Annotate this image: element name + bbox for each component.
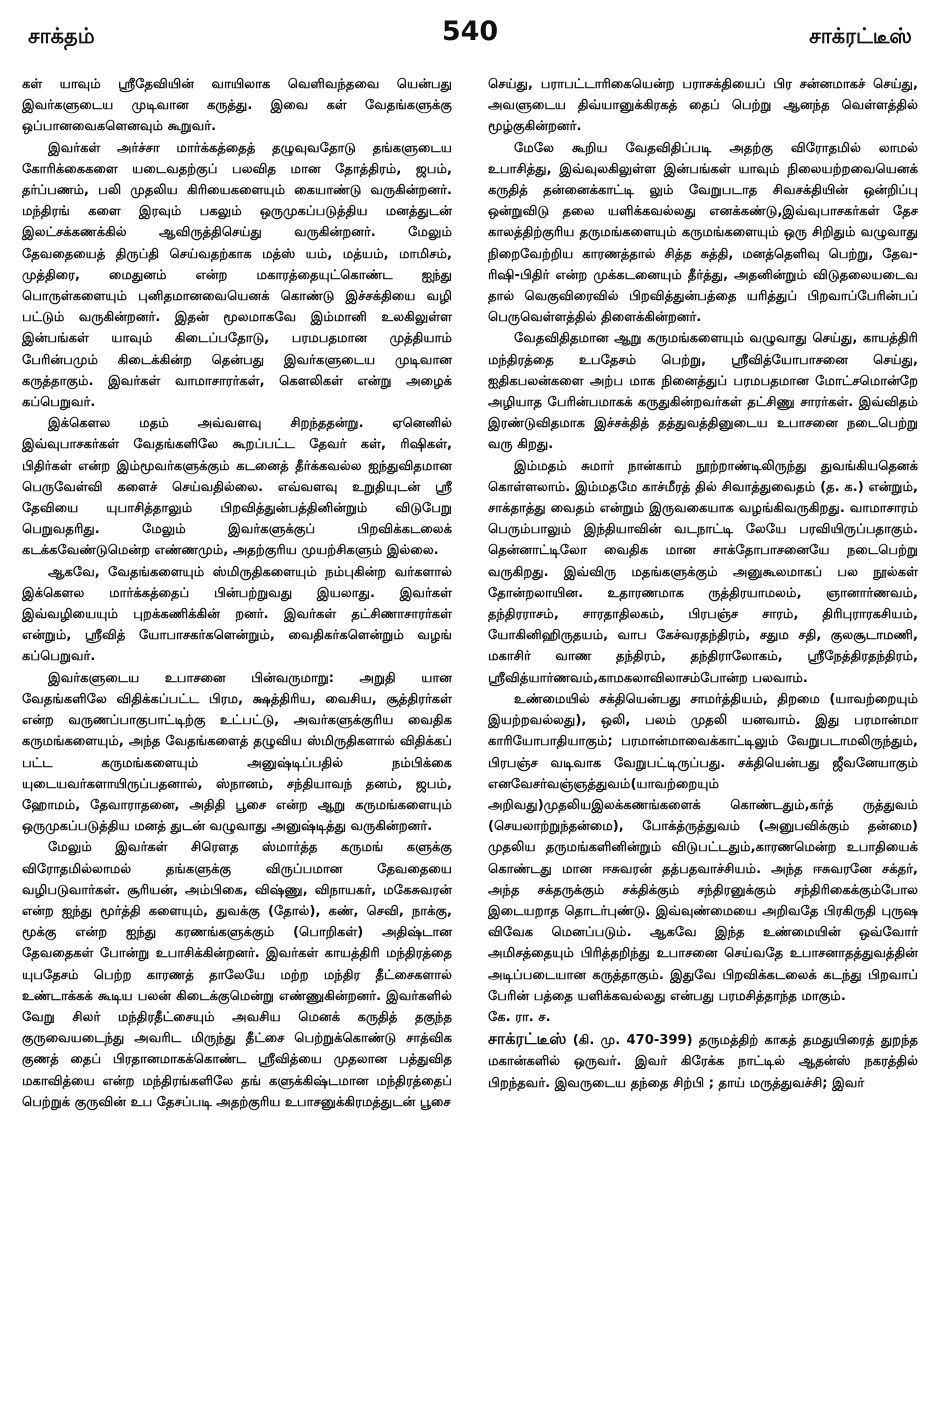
right-running-head: சாக்ரட்டீஸ் [809,24,912,48]
paragraph: ஆகவே, வேதங்களையும் ஸ்மிருதிகளையும் நம்புகின்ற வர்களால் இக்கௌல மார்க்கத்தைப் பின்பற்றுவது இயலாது. இவர்கள் இவ்வழியையும் புறக்கணிக்கின் றனர். இவர்கள் தட்சிணாசாரர்கள் என்றும், ஸ்ரீவித் யோபாசகர்களென்றும், வைதிகர்களென்றும் வழங் கப்பெறுவர். [22,564,452,665]
paragraph: இம்மதம் சுமார் நான்காம் நூற்றாண்டிலிருந்து துவங்கியதெனக் கொள்ளலாம். இம்மதமே காச்மீரத் தில் சிவாத்துவைதம் (த. க.) என்றும், சாக்தாத்து வைதம் என்றும் இருவகையாக வழங்கிவருகிறது. வாமாசாரம் பெரும்பாலும் இந்தியாவின் வடநாட்டி லேயே பரவியிருப்பதாகும். தென்னாட்டிலோ வைதிக மான சாக்தோபாசனையே நடைபெற்று வருகிறது. இவ்விரு மதங்களுக்கும் அனுகூலமாகப் பல நூல்கள் தோன்றலாயின. உதாரணமாக ருத்திரயாமலம், ஞானார்ணவம், தந்திரராசம், சாரதாதிலகம், பிரபஞ்ச சாரம், திரிபுராரகசியம், யோகினிஹிருதயம், வாப கேச்வரதந்திரம், சதும சதி, குலசூடாமணி, மகாசிர் வாண தந்திரம், தந்திராலோகம், ஸ்ரீநேத்திரதந்திரம், ஸ்ரீவித்யார்ணவம்,காமகலாவிலாசம்போன்ற பலவாம். [488,458,918,686]
author-signature: கே. ரா. ச. [488,1009,551,1025]
paragraph: இவர்களுடைய உபாசனை பின்வருமாறு: அறுதி யான வேதங்களிலே விதிக்கப்பட்ட பிரம, க்ஷத்திரிய, வைசிய, சூத்திரர்கள் என்ற வருணப்பாகுபாட்டிற்கு உட்பட்டு, அவர்களுக்குரிய வைதிக கருமங்களையும், அந்த வேதங்களைத் தழுவிய ஸ்மிருதிகளால் விதிக்கப் பட்ட கருமங்களையும் அனுஷ்டிப்பதில் நம்பிக்கை யுடையவர்களாயிருப்பதனால், ஸ்நானம், சந்தியாவந் தனம், ஜபம், ஹோமம், தேவாராதனை, அதிதி பூசை என்ற ஆறு கருமங்களையும் ஒருமுகப்படுத்திய மனத் துடன் வழுவாது அனுஷ்டித்து வருகின்றனர். [22,670,452,835]
left-column [22,74,452,1113]
entry-text: தருமத்திற் காகத் தமதுயிரைத் துறந்த மகான்களில் ஒருவர். இவர் கிரேக்க நாட்டில் ஆதன்ஸ் நகரத்தில் பிறந்தவர். இவருடைய தந்தை சிற்பி ; தாய் மருத்துவச்சி; இவர் [488,1033,919,1091]
paragraph: இக்கௌல மதம் அவ்வளவு சிறந்ததன்று. ஏனெனில் இவ்வுபாசகர்கள் வேதங்களிலே கூறப்பட்ட தேவர் கள், ரிஷிகள், பிதிர்கள் என்ற இம்மூவர்களுக்கும் கடனைத் தீர்க்கவல்ல ஐந்துவிதமான பெருவேள்வி களைச் செய்வதில்லை. எவ்வளவு உறுதியுடன் ஸ்ரீ தேவியை யுபாசித்தாலும் பிறவித்துன்பத்தினின்றும் விடுபேறு பெறுவதரிது. மேலும் இவர்களுக்குப் பிறவிக்கடலைக் கடக்கவேண்டுமென்ற எண்ணமும், அதற்குரிய முயற்சிகளும் இல்லை. [22,416,452,559]
page-header [28,10,912,60]
paragraph: இவர்கள் அர்ச்சா மார்க்கத்தைத் தழுவுவதோடு தங்களுடைய கோரிக்கைகளை யடைவதற்குப் பலவித மான தோத்திரம், ஜபம், தர்ப்பணம், பலி முதலிய கிரியைகளையும் கையாண்டு வருகின்றனர். மந்திரங் களை இரவும் பகலும் ஒருமுகப்படுத்திய மனத்துடன் இலட்சக்கணக்கில் ஆவிருத்திசெய்து வருகின்றனர். மேலும் தேவதையைத் திருப்தி செய்வதற்காக மத்ஸ் யம், மத்யம், மாமிசம், முத்திரை, மைதுனம் என்ற மகாரத்தையுட்கொண்ட ஐந்து பொருள்களையும் புனிதமானவையெனக் கொண்டு இச்சக்தியை வழி பட்டும் வருகின்றனர். இதன் மூலமாகவே இம்மானி உலகிலுள்ள இன்பங்கள் யாவும் கிடைப்பதோடு, பரமபதமான முத்தியாம் பேரின்பமும் கிடைக்கின்ற தென்பது இவர்களுடைய முடிவான கருத்தாகும். இவர்கள் வாமாசாரர்கள், கௌலிகள் என்று அழைக் கப்பெறுவர். [22,140,452,411]
paragraph: மேலே கூறிய வேதவிதிப்படி அதற்கு விரோதமில் லாமல் உபாசித்து, இவ்வுலகிலுள்ள இன்பங்கள் யாவும் நிலையற்றவையெனக் கருதித் தன்னைக்காட்டி லும் வேறுபடாத சிவசக்தியின் ஒன்றிப்பு ஒன்றுவிடு தலை யளிக்கவல்லது எனக்கண்டு,இவ்வுபாசகர்கள் தேச காலத்திற்குரிய தருமங்களையும் கருமங்களையும் ஒரு சிறிதும் வழுவாது நிறைவேற்றிய காரணத்தால் சித்த சுத்தி, மனத்தெளிவு பெற்று, தேவ-ரிஷி-பிதிர் என்ற முக்கடனையும் தீர்த்து, அதனின்றும் விடுதலையடைவ தால் வெகுவிரைவில் பிறவித்துன்பத்தை யரித்துப் பிறவாப்பேரின்பப் பெருவெள்ளத்தில் திளைக்கின்றனர். [488,140,918,326]
entry-title: சாக்ரட்டீஸ் [488,1029,567,1049]
left-running-head: சாக்தம் [28,24,95,48]
right-column [488,74,918,1094]
paragraph: மேலும் இவர்கள் சிரௌத ஸ்மார்த்த கருமங் களுக்கு விரோதமில்லாமல் தங்களுக்கு விருப்பமான தேவதையை வழிபடுவார்கள். சூரியன், அம்பிகை, விஷ்ணு, விநாயகர், மகேசுவரன் என்ற ஐந்து மூர்த்தி களையும், துவக்கு (தோல்), கண், செவி, நாக்கு, மூக்கு என்ற ஐந்து கரணங்களுக்கும் (பொறிகள்) அதிஷ்டான தேவதைகள் போன்று உபாசிக்கின்றனர். இவர்கள் காயத்திரி மந்திரத்தை யுபதேசம் பெற்ற காரணத் தாலேயே மற்ற மந்திர தீட்சைகளால் உண்டாக்கக் கூடிய பலன் கிடைக்குமென்று எண்ணுகின்றனர். இவர்களில் வேறு சிலர் மந்திரதீட்சையும் அவசிய மெனக் கருதித் தகுந்த குருவையடைந்து அவரிட மிருந்து தீட்சை பெற்றுக்கொண்டு சாத்விக குணத் தைப் பிரதானமாகக்கொண்ட ஸ்ரீவித்யை முதலான பத்துவித மகாவித்யை என்ற மந்திரங்களிலே தங் களுக்கிஷ்டமான மந்திரத்தைப் பெற்றுக் குருவின் உப தேசப்படி அதற்குரிய உபாசனுக்கிரமத்துடன் பூசை [22,840,452,1110]
paragraph: வேதவிதிதமான ஆறு கருமங்களையும் வழுவாது செய்து, காயத்திரி மந்திரத்தை உபதேசம் பெற்று, ஸ்ரீவித்யோபாசனை செய்து, ஐதிகபலன்களை அற்ப மாக நினைத்துப் பரமபதமான மோட்சமொன்றே அழியாத பேரின்பமாகக் கருதுகின்றவர்கள் தட்சிணு சாரர்கள். இவ்விதம் இரண்டுவிதமாக இச்சக்தித் தத்துவத்தினுடைய உபாசனை நடைபெற்று வரு கிறது. [488,331,918,453]
page-number: 540 [441,16,499,47]
paragraph: உண்மையில் சக்தியென்பது சாமர்த்தியம், திறமை (யாவற்றையும் இயற்றவல்லது), ஒலி, பலம் முதலி யனவாம். இது பரமான்மா காரியோபாதியாகும்; பரமான்மாவைக்காட்டிலும் வேறுபடாமலிருந்தும், பிரபஞ்ச வடிவாக வேறுபட்டிருப்பது. சக்தியென்பது ஜீவனேயாகும் எனவேசர்வஞ்ஞத்துவம்(யாவற்றையும் அறிவது)முதலியஇலக்கணங்களைக் கொண்டதும்,கர்த் ருத்துவம் (செயலாற்றுந்தன்மை), போக்த்ருத்துவம் (அனுபவிக்கும் தன்மை) முதலிய தருமங்களினின்றும் விடுபட்டதும்,காரணமென்ற உபாதியைக் கொண்டது மான ஈசுவரன் தத்பதவாச்சியம். அந்த ஈசுவரனே சக்தர், அந்த சக்தருக்கும் சக்திக்கும் சந்திரனுக்கும் சந்திரிகைக்கும்போல இடையறாத தொடர்புண்டு. இவ்வுண்மையை அறிவதே பிரகிருதி புருஷ விவேக மெனப்படும். ஆகவே இந்த உண்மையின் ஒவ்வோர் அமிசத்தையும் பிரித்தறிந்து உபாசனை செய்வதே உபாசனாதத்துவத்தின் அடிப்படையான கருத்தாகும். இதுவே பிறவிக்கடலைக் கடந்து பிறவாப் பேரின் பத்தை யளிக்கவல்லது என்பது பரமசித்தாந்த மாகும். [488,691,918,1004]
next-entry [488,1028,918,1094]
paragraph: செய்து, பராபட்டாரிகையென்ற பராசக்தியைப் பிர சன்னமாகச் செய்து, அவளுடைய திவ்யானுக்கிரகத் தைப் பெற்று ஆனந்த வெள்ளத்தில் மூழ்குகின்றனர். [488,77,918,135]
entry-dates: (கி. மு. 470-399) [572,1033,693,1049]
paragraph: கள் யாவும் ஸ்ரீதேவியின் வாயிலாக வெளிவந்தவை யென்பது இவர்களுடைய முடிவான கருத்து. இவை கள் வேதங்களுக்கு ஒப்பானவைகளெனவும் கூறுவர். [22,77,452,135]
